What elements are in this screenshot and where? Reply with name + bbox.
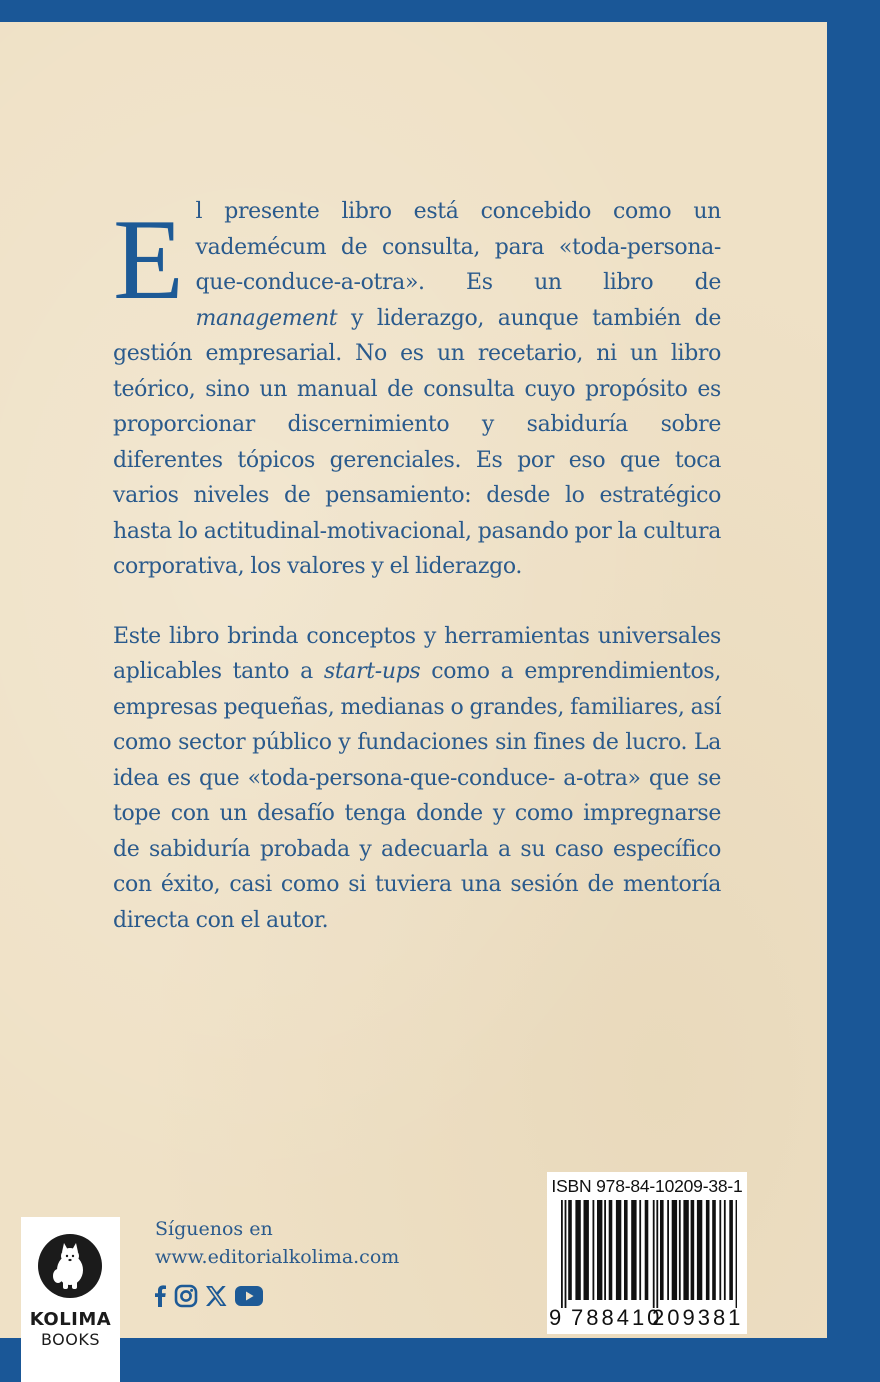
barcode-bar xyxy=(683,1200,688,1300)
website-link[interactable]: www.editorialkolima.com xyxy=(155,1246,400,1268)
isbn-barcode xyxy=(547,1172,747,1334)
barcode-bar xyxy=(697,1200,702,1300)
barcode-bar xyxy=(609,1200,613,1300)
barcode-bar xyxy=(706,1200,710,1300)
barcode-bar xyxy=(565,1200,567,1308)
publisher-subname: BOOKS xyxy=(40,1330,101,1349)
blurb-text xyxy=(113,194,721,938)
barcode-bar xyxy=(624,1200,628,1300)
publisher-name: KOLIMA xyxy=(29,1309,112,1330)
barcode-bar xyxy=(656,1200,658,1308)
barcode-bar xyxy=(639,1200,641,1300)
barcode-bar xyxy=(736,1200,737,1308)
barcode-bar xyxy=(679,1200,681,1300)
blurb-p2-italic: start-ups xyxy=(323,659,421,684)
blurb-p1-start: l presente libro está concebido como un vademécum de consulta, para «toda-persona-que-conduce-a-otra». Es un libro de xyxy=(195,199,721,295)
barcode-bar xyxy=(604,1200,606,1300)
blurb-p2-start: Este libro brinda conceptos y herramientas universales aplicables tanto a xyxy=(113,623,721,684)
barcode-bar xyxy=(653,1200,655,1308)
blurb-paragraph-2 xyxy=(113,619,721,939)
dog-logo-icon xyxy=(38,1234,102,1298)
barcode-bar xyxy=(616,1200,621,1300)
barcode-bar xyxy=(660,1200,664,1300)
barcode-bar xyxy=(691,1200,695,1300)
barcode-bar xyxy=(568,1200,572,1300)
blurb-p1-italic: management xyxy=(195,305,338,331)
barcode-bar xyxy=(712,1200,716,1300)
barcode-bar xyxy=(672,1200,677,1300)
ean-right-group: 209381 xyxy=(652,1305,744,1330)
ean-first-digit: 9 xyxy=(549,1305,562,1330)
x-icon[interactable] xyxy=(204,1284,228,1308)
youtube-icon[interactable] xyxy=(234,1285,264,1307)
barcode-bar xyxy=(645,1200,649,1300)
barcode-bar xyxy=(593,1200,595,1300)
ean-left-group: 788410 xyxy=(571,1305,663,1330)
blurb-p1-end: y liderazgo, aunque también de gestión empresarial. No es un recetario, ni un libro teórico, sino un manual de consulta cuyo propósito es proporcionar discernimiento y sabiduría sobre diferentes tópicos gerenciales. Es por eso que toca varios niveles de pensamiento: desde lo estratégico hasta lo actitudinal-motivacional, pasando por la cultura corporativa, los valores y el liderazgo. xyxy=(113,305,721,579)
social-icons xyxy=(152,1284,264,1308)
barcode-bar xyxy=(667,1200,669,1300)
barcode-bar xyxy=(597,1200,602,1300)
follow-label: Síguenos en xyxy=(155,1218,273,1240)
barcode-bar xyxy=(729,1200,733,1300)
follow-us xyxy=(155,1215,399,1271)
barcode-bar xyxy=(575,1200,580,1300)
barcode-bar xyxy=(631,1200,636,1300)
barcode-bar xyxy=(561,1200,563,1308)
barcode-bar xyxy=(724,1200,726,1300)
instagram-icon[interactable] xyxy=(174,1284,198,1308)
barcode-bars xyxy=(561,1200,737,1308)
isbn-label: ISBN 978-84-10209-38-1 xyxy=(551,1176,743,1196)
blurb-p2-end: como a emprendimientos, empresas pequeñas, medianas o grandes, familiares, así como sector público y fundaciones sin fines de lucro. La idea es que «toda-persona-que-conduce- a-otra» que se tope con un desafío tenga donde y como impregnarse de sabiduría probada y adecuarla a su caso específico con éxito, casi como si tuviera una sesión de mentoría directa con el autor. xyxy=(113,659,722,933)
barcode-bar xyxy=(719,1200,721,1300)
publisher-logo xyxy=(21,1217,120,1382)
back-cover xyxy=(0,22,827,1349)
barcode-bar xyxy=(584,1200,589,1300)
facebook-icon[interactable] xyxy=(152,1285,168,1307)
blurb-paragraph-1 xyxy=(113,194,721,585)
drop-cap: E xyxy=(113,196,184,324)
